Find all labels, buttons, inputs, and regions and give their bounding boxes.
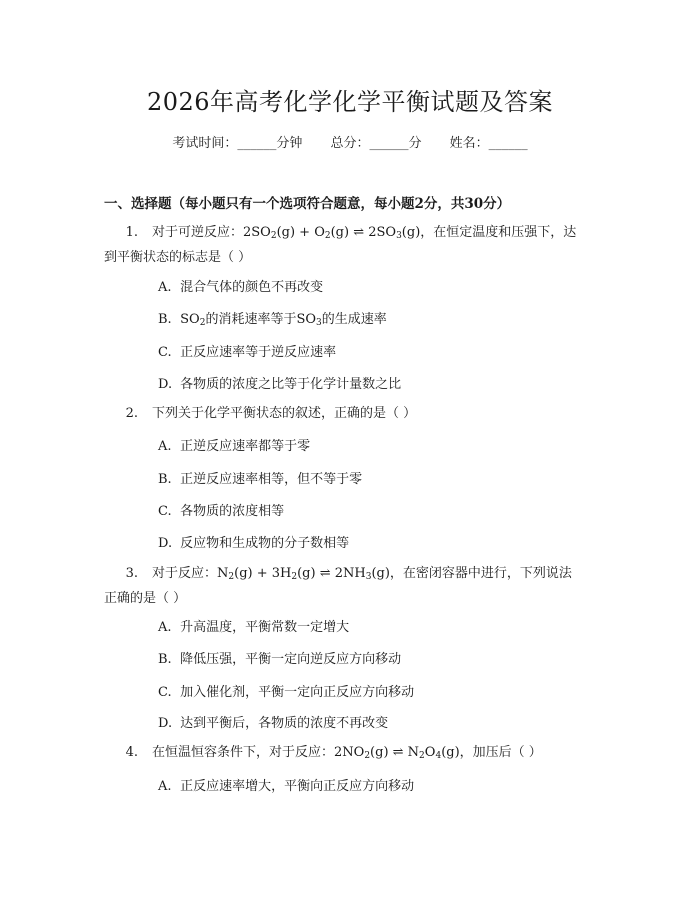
option-letter: D. — [158, 716, 173, 731]
question-stem: 对于反应：$N_2(g) + 3H_2(g)$ ⇌ $2NH_3(g)$，在密闭容器中进行，下列说法 — [152, 566, 572, 582]
option-letter: D. — [158, 536, 173, 551]
option-3d — [158, 712, 388, 731]
option-letter: A. — [158, 779, 172, 794]
option-text: 正逆反应速率都等于零 — [180, 439, 311, 454]
question-number: 3. — [125, 566, 138, 581]
section-heading: 一、选择题（每小题只有一个选项符合题意，每小题2分，共30分） — [104, 196, 511, 212]
option-4a — [158, 775, 414, 794]
exam-info-line — [0, 132, 700, 151]
name-field — [450, 136, 528, 151]
option-1a — [158, 276, 323, 295]
question-number: 4. — [125, 745, 138, 760]
option-text: 加入催化剂，平衡一定向正反应方向移动 — [180, 685, 415, 700]
option-text: 升高温度，平衡常数一定增大 — [180, 620, 350, 635]
option-text: 降低压强，平衡一定向逆反应方向移动 — [180, 652, 402, 667]
option-text: 正逆反应速率相等，但不等于零 — [180, 472, 363, 487]
option-letter: A. — [158, 620, 172, 635]
option-letter: C. — [158, 504, 172, 519]
question-number: 1. — [125, 225, 138, 240]
question-2 — [104, 401, 604, 426]
option-letter: C. — [158, 685, 172, 700]
time-label: 考试时间： — [172, 136, 238, 151]
option-letter: C. — [158, 345, 172, 360]
question-stem: 对于可逆反应：$2SO_2(g) + O_2(g)$ ⇌ $2SO_3(g)$，在恒定温度和压强下，达 — [152, 225, 577, 241]
option-3a — [158, 616, 349, 635]
option-letter: B. — [158, 312, 172, 327]
time-field — [172, 136, 302, 151]
question-3 — [104, 561, 604, 611]
question-stem-cont: 正确的是（ ） — [104, 591, 187, 606]
name-blank: ______ — [488, 136, 528, 151]
question-stem: 在恒温恒容条件下，对于反应：$2NO_2(g)$ ⇌ $N_2O_4(g)$，加压后（ ） — [152, 745, 542, 761]
name-label: 姓名： — [449, 136, 489, 151]
option-letter: D. — [158, 377, 173, 392]
question-number: 2. — [125, 406, 138, 421]
option-text: 各物质的浓度相等 — [180, 504, 285, 519]
option-2c — [158, 500, 284, 519]
option-text: 各物质的浓度之比等于化学计量数之比 — [180, 377, 402, 392]
option-text: 反应物和生成物的分子数相等 — [180, 536, 350, 551]
score-blank: ______ — [369, 136, 409, 151]
option-text: $SO_2$的消耗速率等于$SO_3$的生成速率 — [180, 312, 387, 328]
option-2b — [158, 468, 362, 487]
option-1d — [158, 373, 401, 392]
option-letter: A. — [158, 280, 172, 295]
question-1 — [104, 220, 604, 270]
time-blank: ______ — [237, 136, 277, 151]
option-letter: B. — [158, 652, 172, 667]
option-3c — [158, 681, 414, 700]
option-1c — [158, 341, 336, 360]
time-unit: 分钟 — [276, 136, 303, 151]
question-stem: 下列关于化学平衡状态的叙述，正确的是（ ） — [152, 406, 417, 421]
option-1b — [158, 308, 387, 327]
option-text: 正反应速率增大，平衡向正反应方向移动 — [180, 779, 415, 794]
option-text: 混合气体的颜色不再改变 — [180, 280, 324, 295]
question-4 — [104, 740, 604, 765]
option-letter: A. — [158, 439, 172, 454]
option-text: 达到平衡后，各物质的浓度不再改变 — [180, 716, 389, 731]
score-unit: 分 — [408, 136, 422, 151]
score-field — [330, 136, 421, 151]
option-3b — [158, 648, 401, 667]
option-text: 正反应速率等于逆反应速率 — [180, 345, 337, 360]
question-stem-cont: 到平衡状态的标志是（ ） — [104, 250, 252, 265]
option-letter: B. — [158, 472, 172, 487]
page-title: 2026年高考化学化学平衡试题及答案 — [146, 88, 554, 116]
option-2d — [158, 532, 349, 551]
option-2a — [158, 435, 310, 454]
score-label: 总分： — [330, 136, 370, 151]
